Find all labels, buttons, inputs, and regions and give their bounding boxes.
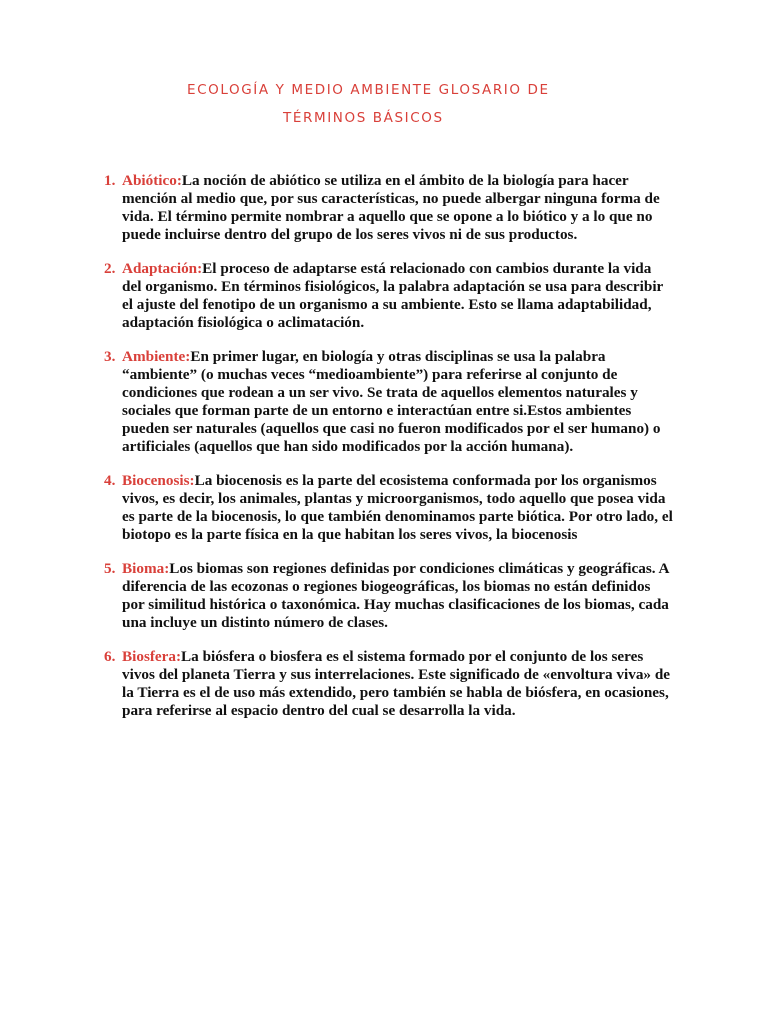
entry-definition: El proceso de adaptarse está relacionado con cambios durante la vida del organismo. En términos fisiológicos, la palabra adaptación se usa para describir el ajuste del fenotipo de un organismo a su ambiente. Esto se llama adaptabilidad, adaptación fisiológica o aclimatación.	[122, 260, 664, 331]
glossary-entry-adaptacion	[104, 260, 674, 332]
entry-definition: La biocenosis es la parte del ecosistema conformada por los organismos vivos, es decir, los animales, plantas y microorganismos, todo aquello que posea vida es parte de la biocenosis, lo que también denominamos parte biótica. Por otro lado, el biotopo es la parte física en la que habitan los seres vivos, la biocenosis	[122, 472, 673, 543]
entry-term: Biocenosis:	[122, 472, 195, 489]
entry-number: 2.	[104, 260, 116, 277]
entry-definition: La noción de abiótico se utiliza en el ámbito de la biología para hacer mención al medio que, por sus características, no puede albergar ninguna forma de vida. El término permite nombrar a aquello que se opone a lo biótico y a lo que no puede incluirse dentro del grupo de los seres vivos ni de sus productos.	[122, 172, 660, 243]
entry-term: Adaptación:	[122, 260, 203, 277]
entry-definition: Los biomas son regiones definidas por condiciones climáticas y geográficas. A diferencia de las ecozonas o regiones biogeográficas, los biomas no están definidos por similitud histórica o taxonómica. Hay muchas clasificaciones de los biomas, cada una incluye un distinto número de clases.	[122, 560, 669, 631]
entry-number: 5.	[104, 560, 116, 577]
glossary-entry-bioma	[104, 560, 674, 632]
entry-number: 1.	[104, 172, 116, 189]
entry-term: Bioma:	[122, 560, 170, 577]
glossary-entry-biocenosis	[104, 472, 674, 544]
entry-term: Ambiente:	[122, 348, 191, 365]
glossary-entry-biosfera	[104, 648, 674, 720]
entry-number: 4.	[104, 472, 116, 489]
entry-definition: En primer lugar, en biología y otras disciplinas se usa la palabra “ambiente” (o muchas veces “medioambiente”) para referirse al conjunto de condiciones que rodean a un ser vivo. Se trata de aquellos elementos naturales y sociales que forman parte de un entorno e interactúan entre si.Estos ambientes pueden ser naturales (aquellos que casi no fueron modificados por el ser humano) o artificiales (aquellos que han sido modificados por la acción humana).	[122, 348, 661, 455]
entry-number: 6.	[104, 648, 116, 665]
entry-definition: La biósfera o biosfera es el sistema formado por el conjunto de los seres vivos del planeta Tierra y sus interrelaciones. Este significado de «envoltura viva» de la Tierra es el de uso más extendido, pero también se habla de biósfera, en ocasiones, para referirse al espacio dentro del cual se desarrolla la vida.	[122, 648, 671, 719]
document-title-line-2: TÉRMINOS BÁSICOS	[283, 110, 444, 126]
glossary-entry-ambiente	[104, 348, 674, 456]
glossary-entry-abiotico	[104, 172, 674, 244]
entry-term: Abiótico:	[122, 172, 182, 189]
document-title-line-1: ECOLOGÍA Y MEDIO AMBIENTE GLOSARIO DE	[187, 82, 550, 98]
glossary-list	[104, 172, 674, 736]
entry-term: Biosfera:	[122, 648, 182, 665]
entry-number: 3.	[104, 348, 116, 365]
